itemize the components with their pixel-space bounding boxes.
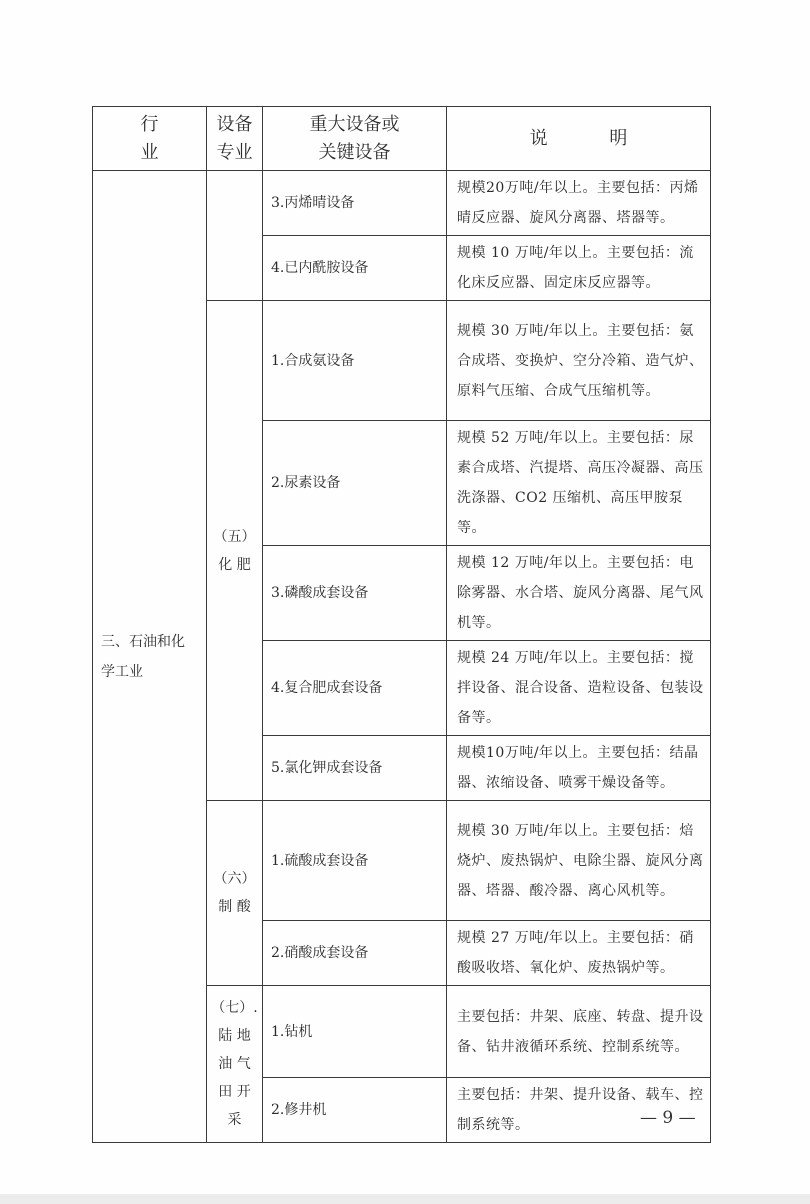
description-cell: 规模 30 万吨/年以上。主要包括：焙烧炉、废热锅炉、电除尘器、旋风分离器、塔器、酸冷器、离心风机等。: [447, 801, 711, 921]
fertilizer-line1: （五）: [213, 528, 256, 545]
acid-line2: 制 酸: [218, 899, 251, 915]
table-row: [93, 171, 711, 236]
description-cell: 规模 10 万吨/年以上。主要包括：流化床反应器、固定床反应器等。: [447, 236, 711, 301]
description-cell: 规模20万吨/年以上。主要包括：丙烯晴反应器、旋风分离器、塔器等。: [447, 171, 711, 236]
acid-line1: （六）: [213, 871, 256, 887]
equipment-cell: 2.修井机: [263, 1078, 447, 1143]
header-equipment: [263, 107, 447, 171]
page-bottom-edge: [0, 1194, 810, 1204]
header-industry: 行 业: [93, 107, 207, 171]
equipment-cell: 2.硝酸成套设备: [263, 921, 447, 986]
equipment-cell: 1.硫酸成套设备: [263, 801, 447, 921]
equipment-cell: 4.复合肥成套设备: [263, 641, 447, 736]
header-specialty-line1: 设备: [216, 113, 253, 135]
header-specialty-line2: 专业: [216, 141, 253, 163]
fertilizer-line2: 化 肥: [218, 556, 251, 573]
equipment-cell: 3.磷酸成套设备: [263, 546, 447, 641]
header-specialty: [207, 107, 263, 171]
specialty-cell-blank: [207, 171, 263, 301]
description-cell: 规模 30 万吨/年以上。主要包括：氨合成塔、变换炉、空分冷箱、造气炉、原料气压缩、合成气压缩机等。: [447, 301, 711, 421]
description-cell: 规模10万吨/年以上。主要包括：结晶器、浓缩设备、喷雾干燥设备等。: [447, 736, 711, 801]
oilfield-line3: 油 气: [218, 1056, 251, 1072]
header-equipment-line2: 关键设备: [318, 141, 391, 163]
oilfield-line2: 陆 地: [218, 1028, 251, 1044]
specialty-cell-oilfield: [207, 986, 263, 1143]
equipment-cell: 2.尿素设备: [263, 421, 447, 546]
specialty-cell-acid: [207, 801, 263, 986]
header-description: 说 明: [447, 107, 711, 171]
equipment-cell: 1.钻机: [263, 986, 447, 1078]
page-number: — 9 —: [640, 1108, 696, 1128]
industry-cell: 三、石油和化学工业: [93, 171, 207, 1143]
equipment-cell: 4.已内酰胺设备: [263, 236, 447, 301]
equipment-cell: 5.氯化钾成套设备: [263, 736, 447, 801]
equipment-cell: 3.丙烯晴设备: [263, 171, 447, 236]
equipment-cell: 1.合成氨设备: [263, 301, 447, 421]
description-cell: 规模 12 万吨/年以上。主要包括：电除雾器、水合塔、旋风分离器、尾气风机等。: [447, 546, 711, 641]
description-cell: 主要包括：井架、底座、转盘、提升设备、钻井液循环系统、控制系统等。: [447, 986, 711, 1078]
oilfield-line4: 田 开: [218, 1084, 251, 1100]
description-cell: 规模 52 万吨/年以上。主要包括：尿素合成塔、汽提塔、高压冷凝器、高压洗涤器、CO2 压缩机、高压甲胺泵等。: [447, 421, 711, 546]
equipment-table: [92, 106, 711, 1143]
description-cell: 规模 27 万吨/年以上。主要包括：硝酸吸收塔、氧化炉、废热锅炉等。: [447, 921, 711, 986]
header-equipment-line1: 重大设备或: [309, 113, 400, 135]
table-header-row: [93, 107, 711, 171]
specialty-cell-fertilizer: [207, 301, 263, 801]
description-cell: 主要包括：井架、提升设备、载车、控制系统等。: [447, 1078, 711, 1143]
description-cell: 规模 24 万吨/年以上。主要包括：搅拌设备、混合设备、造粒设备、包装设备等。: [447, 641, 711, 736]
oilfield-line5: 采: [227, 1112, 242, 1128]
oilfield-line1: （七）.: [211, 1000, 258, 1016]
